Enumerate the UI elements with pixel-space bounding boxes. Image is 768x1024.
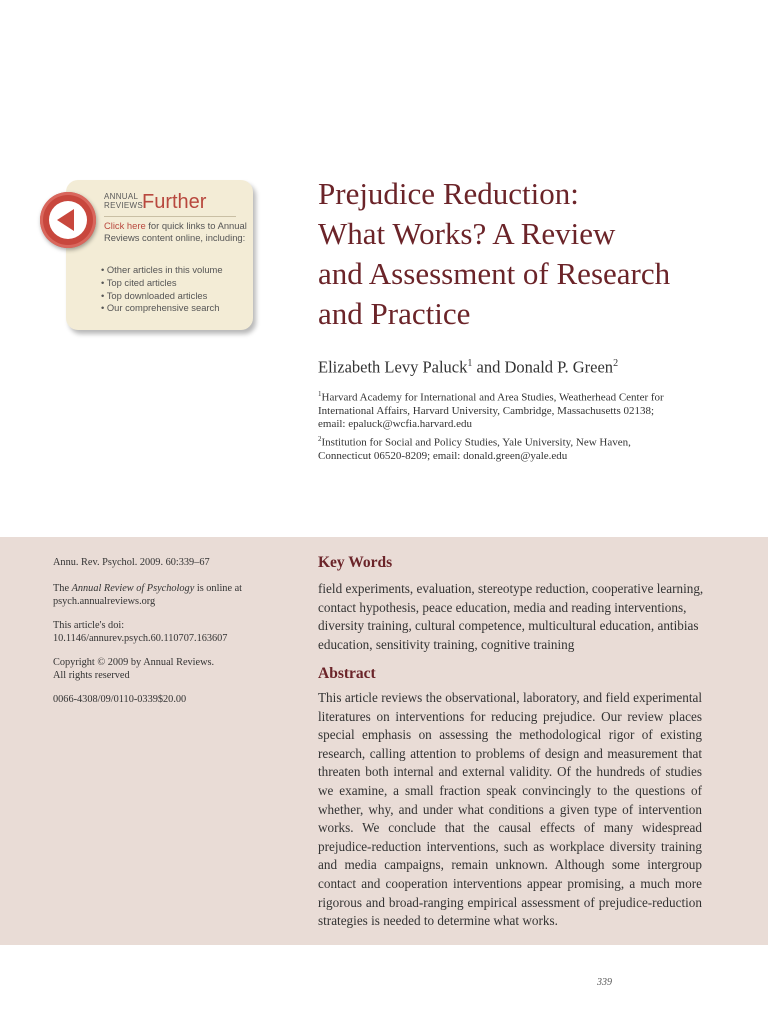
further-links (101, 264, 223, 315)
copyright-block (53, 656, 283, 682)
copyright: Copyright © 2009 by Annual Reviews. (53, 657, 215, 668)
author-2-sup: 2 (613, 358, 619, 369)
back-arrow-icon (40, 192, 96, 248)
link-other-articles[interactable]: • Other articles in this volume (101, 264, 223, 275)
rights: All rights reserved (53, 670, 130, 681)
doi[interactable]: 10.1146/annurev.psych.60.110707.163607 (53, 633, 228, 644)
annual-label: ANNUAL (104, 192, 139, 201)
authors (318, 354, 618, 378)
further-description (104, 220, 254, 244)
further-back-button[interactable] (40, 192, 96, 248)
title-line: and Practice (318, 296, 471, 331)
abstract-text: This article reviews the observational, laboratory, and field experimental literatures on interventions for reducing prejudice. Our review places special emphasis on assessing the methodological rigor of existing research, calling attention to problems of design and measurement that threaten both internal and external validity. Of the hundreds of studies we examine, a small fraction speak convincingly to the questions of whether, why, and under what conditions a given type of intervention works. We conclude that the causal effects of many widespread prejudice-reduction interventions, such as workplace diversity training and media campaigns, remain unknown. Although some intergroup contact and cooperation interventions appear promising, a much more rigorous and broad-ranging empirical assessment of prejudice-reduction strategies is needed to determine what works. (318, 690, 702, 929)
affiliation-line: Harvard Academy for International and Area Studies, Weatherhead Center for (321, 391, 664, 404)
doi-label: This article's doi: (53, 620, 125, 631)
divider (104, 216, 236, 217)
affiliation-line: email: epaluck@wcfia.harvard.edu (318, 417, 472, 430)
title-line: Prejudice Reduction: (318, 176, 579, 211)
citation: Annu. Rev. Psychol. 2009. 60:339–67 (53, 557, 210, 568)
article-title (318, 174, 738, 334)
author-1: Elizabeth Levy Paluck (318, 357, 468, 377)
online-suffix: is online at (194, 583, 243, 594)
online-prefix: The (53, 583, 72, 594)
affiliation-line: Connecticut 06520-8209; email: donald.green@yale.edu (318, 449, 568, 462)
doi-block (53, 619, 283, 645)
affiliation-sup: 1 (318, 390, 322, 398)
key-words-text: field experiments, evaluation, stereotype reduction, cooperative learning, contact hypothesis, peace education, media and reading interventions, diversity training, cultural competence, multicultural education, antibias education, sensitivity training, cognitive training (318, 581, 704, 652)
click-here-link[interactable]: Click here (104, 220, 146, 231)
link-comprehensive-search[interactable]: • Our comprehensive search (101, 302, 220, 314)
reviews-label: REVIEWS (104, 201, 143, 210)
issn: 0066-4308/09/0110-0339$20.00 (53, 694, 187, 705)
affiliation-line: Institution for Social and Policy Studies, Yale University, New Haven, (321, 436, 631, 449)
journal-online (53, 582, 283, 608)
affiliation-2 (318, 433, 738, 463)
abstract-heading: Abstract (318, 665, 376, 682)
title-line: and Assessment of Research (318, 256, 671, 291)
page-number: 339 (597, 977, 612, 988)
author-1-sup: 1 (467, 358, 473, 369)
online-url[interactable]: psych.annualreviews.org (53, 596, 156, 607)
link-top-downloaded[interactable]: • Top downloaded articles (101, 289, 208, 301)
link-top-cited[interactable]: • Top cited articles (101, 276, 177, 288)
affiliation-1 (318, 388, 738, 431)
title-line: What Works? A Review (318, 216, 616, 251)
key-words-heading: Key Words (318, 554, 393, 571)
affiliation-sup: 2 (318, 435, 322, 443)
journal-name: Annual Review of Psychology (71, 583, 195, 594)
annual-reviews-logo (104, 192, 143, 210)
further-label: Further (142, 191, 207, 213)
author-2: and Donald P. Green (472, 357, 614, 377)
affiliation-line: International Affairs, Harvard University, Cambridge, Massachusetts 02138; (318, 404, 655, 417)
further-description-text: for quick links to Annual Reviews content online, including: (104, 220, 247, 243)
